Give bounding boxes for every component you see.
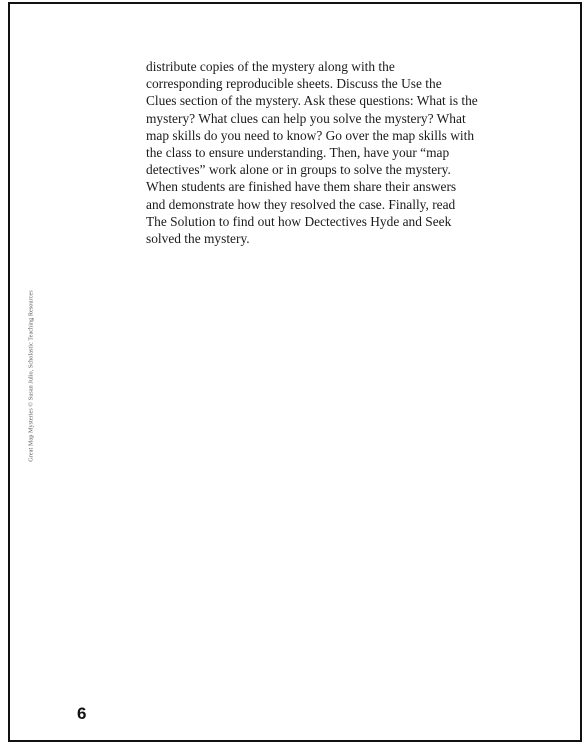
paragraph-line: When students are finished have them share their answers [146, 179, 457, 195]
paragraph-line: mystery? What clues can help you solve the mystery? What [146, 110, 466, 126]
paragraph-line: distribute copies of the mystery along with the [146, 59, 395, 74]
page-frame [8, 2, 582, 742]
copyright-side-credit: Great Map Mysteries © Susan Julio, Scholastic Teaching Resources [27, 290, 35, 462]
paragraph-line: map skills do you need to know? Go over the map skills with [146, 127, 475, 143]
paragraph-line: The Solution to find out how Dectectives Hyde and Seek [146, 213, 452, 229]
page-number: 6 [77, 704, 87, 723]
paragraph-line: corresponding reproducible sheets. Discuss the Use the [146, 76, 442, 92]
paragraph-line: detectives” work alone or in groups to solve the mystery. [146, 162, 451, 178]
paragraph-line: solved the mystery. [146, 231, 250, 247]
body-paragraph [146, 58, 516, 247]
paragraph-line: the class to ensure understanding. Then, have your “map [146, 145, 450, 161]
paragraph-line: and demonstrate how they resolved the case. Finally, read [146, 196, 456, 212]
paragraph-line: Clues section of the mystery. Ask these questions: What is the [146, 93, 478, 109]
